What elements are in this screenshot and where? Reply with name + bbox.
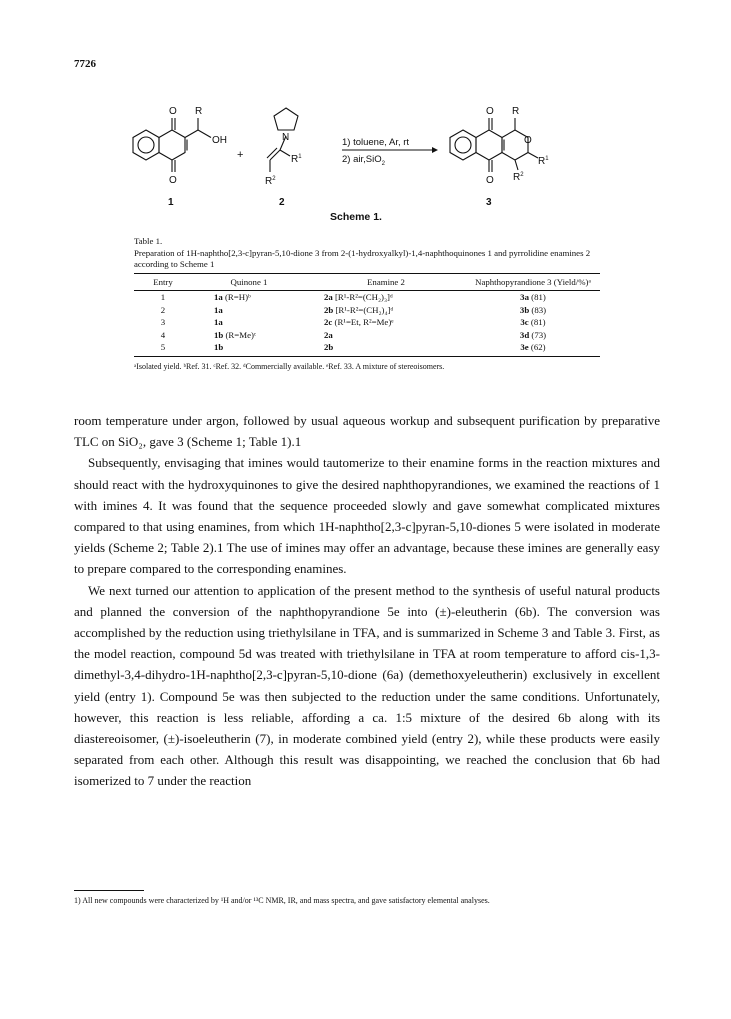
table-row [134,304,600,317]
paragraph-1: room temperature under argon, followed by usual aqueous workup and subsequent purification by preparative TLC on SiO₂, gave 3 (Scheme 1; Table 1).1 [74,413,660,450]
header-naphthopyrandione: Naphthopyrandione 3 (Yield/%)ᵃ [466,274,600,291]
cell-product: 3e (62) [466,341,600,356]
reaction-scheme-diagram [120,92,580,232]
atom-r2-3: $R^2$ [513,172,524,183]
atom-n-2: N [282,132,290,143]
cell-quinone: 1a [214,304,223,315]
cell-product: 3c (81) [520,317,546,327]
paragraph-3: We next turned our attention to application of the present method to the synthesis of useful natural products and planned the conversion of the naphthopyrandione 5e into (±)-eleutherin (6b). The conversion was accomplished by the reduction using triethylsilane in TFA, and is summarized in Scheme 3 and Table 3. First, as the model reaction, compound 5d was treated with triethylsilane in TFA at room temperature to afford cis-1,3-dimethyl-3,4-dihydro-1H-naphtho[2,3-c]pyran-5,10-dione (6a) (demethoxyeleutherin) exclusively in excellent yield (entry 1). Compound 5e was then subjected to the reduction under the same conditions. Unfortunately, however, this reaction is less reliable, affording a ca. 1:5 mixture of the desired 6b along with its diastereoisomer, (±)-isoeleutherin (7), in moderate combined yield (entry 2), while these products were easily separated from each other. Although this result was disappointing, we reached the conclusion that 6b had isomerized to 7 under the reaction [74,582,660,789]
cell-entry: 5 [134,341,192,356]
table-footnotes: ᵃIsolated yield. ᵇRef. 31. ᶜRef. 32. ᵈCommercially available. ᵉRef. 33. A mixture of stereoisomers. [134,361,445,371]
atom-o-ring-3: O [524,135,532,146]
cell-enamine: 2b [R¹-R²=(CH₂)₄]ᵈ [324,304,394,315]
header-entry: Entry [134,274,192,291]
paragraph-2: Subsequently, envisaging that imines would tautomerize to their enamine forms in the reaction mixtures and should react with the hydroxyquinones to give the desired naphthopyrandiones, we examined the reactions of 1 with imines 4. It was found that the sequence proceeded slowly and gave somewhat complicated mixtures compared to that using enamines, from which 1H-naphtho[2,3-c]pyran-5,10-diones 5 were isolated in moderate yields (Scheme 2; Table 2).1 The use of imines may offer an advantage, because these imines are generally easy to prepare compared to the corresponding enamines. [74,455,660,577]
table-row [134,329,600,342]
table-row [134,341,600,356]
table-header-row [134,274,600,291]
table-caption: Preparation of 1H-naphtho[2,3-c]pyran-5,10-dione 3 from 2-(1-hydroxyalkyl)-1,4-naphthoquinones 1 and pyrrolidine enamines 2 according to Scheme 1 [134,248,591,269]
cell-product: 3d (73) [519,329,547,340]
atom-r1-2: $R^1$ [291,154,302,165]
cell-entry: 1 [160,292,166,302]
cell-entry: 2 [160,304,166,315]
table-label: Table 1. [134,236,163,246]
atom-r-1: R [195,106,203,117]
cell-product: 3a (81) [520,292,546,302]
scheme-caption: Scheme 1. [330,211,382,223]
scheme-1 [120,92,580,232]
body-text [74,410,660,792]
compound-2-label: 2 [279,197,285,208]
cell-enamine: 2a [R¹-R²=(CH₂)₃]ᵈ [324,292,393,302]
header-quinone: Quinone 1 [192,274,306,291]
atom-oh-1: OH [212,135,227,146]
atom-r1-3: $R^1$ [538,156,549,167]
atom-o-bottom-1: O [169,175,177,186]
cell-enamine: 2a [324,329,333,340]
table-1 [134,236,600,372]
cell-enamine: 2c (R¹=Et, R²=Me)ᵉ [324,317,394,327]
page-number: 7726 [74,58,96,70]
data-table [134,273,600,357]
table-row [134,291,600,304]
compound-3-label: 3 [486,197,492,208]
atom-o-top-1: O [169,106,177,117]
header-enamine: Enamine 2 [306,274,466,291]
atom-o-bottom-3: O [486,175,494,186]
atom-o-top-3: O [486,106,494,117]
compound-1-label: 1 [168,197,174,208]
cell-quinone: 1b [192,341,306,356]
reaction-arrow-head [432,147,438,153]
cell-product: 3b (83) [519,304,547,315]
compound-1-structure [133,118,211,172]
page-footnote: 1) All new compounds were characterized by ¹H and/or ¹³C NMR, IR, and mass spectra, and gave satisfactory elemental analyses. [74,896,490,905]
atom-r-3: R [512,106,520,117]
table-row [134,316,600,329]
plus-sign: + [237,149,244,161]
cell-quinone: 1a (R=H)ᵇ [214,292,251,302]
cell-entry: 3 [160,317,166,327]
conditions-line-2: 2) air,SiO$_2$ [342,154,385,167]
footnote-rule [74,890,144,891]
cell-quinone: 1a [214,317,223,327]
cell-quinone: 1b (R=Me)ᶜ [214,329,257,340]
conditions-line-1: 1) toluene, Ar, rt [342,137,410,148]
cell-enamine: 2b [306,341,466,356]
cell-entry: 4 [160,329,166,340]
atom-r2-2: $R^2$ [265,176,276,187]
